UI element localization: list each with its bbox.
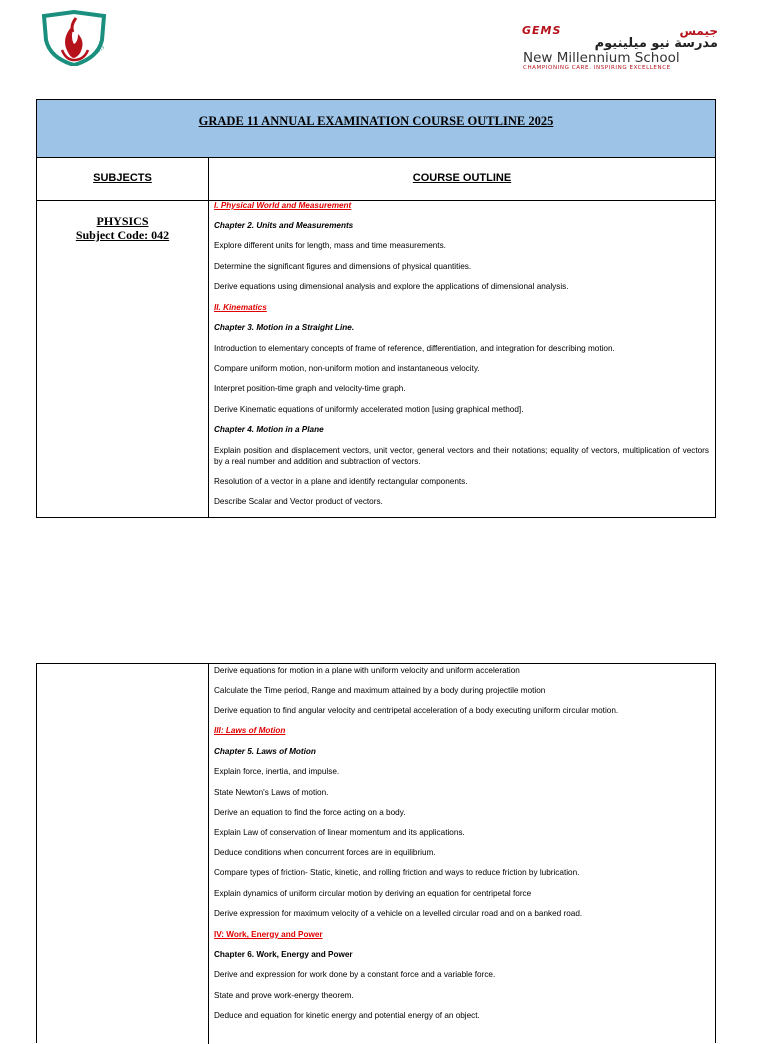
subject-name: PHYSICS [96,214,149,228]
column-header-row [37,158,715,201]
unit-heading: IV: Work, Energy and Power [214,930,323,939]
gems-school-logo [522,24,718,72]
outline-item: State Newton's Laws of motion. [214,788,329,797]
chapter-heading: Chapter 3. Motion in a Straight Line. [214,323,355,332]
outline-item: Describe Scalar and Vector product of vectors. [214,497,383,506]
outline-item: Derive and expression for work done by a constant force and a variable force. [214,970,496,979]
chapter-heading: Chapter 4. Motion in a Plane [214,425,324,434]
outline-item: Explore different units for length, mass and time measurements. [214,241,446,250]
outline-item: Explain Law of conservation of linear momentum and its applications. [214,828,465,837]
outline-item: Deduce conditions when concurrent forces are in equilibrium. [214,848,436,857]
outline-item: Explain position and displacement vectors, unit vector, general vectors and their notations; equality of vectors, multiplication of vectors by a real number and addition and subtraction of vectors. [214,446,709,466]
subject-code: Subject Code: 042 [75,228,170,242]
outline-item: Derive expression for maximum velocity of a vehicle on a levelled circular road and on a banked road. [214,909,583,918]
outline-item: Interpret position-time graph and velocity-time graph. [214,384,406,393]
outline-item: Derive equations for motion in a plane with uniform velocity and uniform acceleration [214,666,520,675]
school-crest-logo [40,10,108,66]
course-outline-table-page1 [36,99,716,518]
column-divider [208,664,209,1044]
outline-item: Compare types of friction- Static, kinetic, and rolling friction and ways to reduce friction by lubrication. [214,868,580,877]
outline-item: State and prove work-energy theorem. [214,991,354,1000]
column-divider [208,158,209,518]
school-name: New Millennium School [523,50,680,66]
outline-item: Resolution of a vector in a plane and identify rectangular components. [214,477,468,486]
subjects-column-header: SUBJECTS [93,172,152,184]
school-tagline: CHAMPIONING CARE. INSPIRING EXCELLENCE [523,65,671,71]
chapter-heading: Chapter 2. Units and Measurements [214,221,354,230]
unit-heading: II. Kinematics [214,303,267,312]
outline-item: Deduce and equation for kinetic energy and potential energy of an object. [214,1011,480,1020]
page-title: GRADE 11 ANNUAL EXAMINATION COURSE OUTLINE 2025 [198,114,554,128]
outline-item: Derive Kinematic equations of uniformly accelerated motion [using graphical method]. [214,405,524,414]
arabic-school-name: مدرسة نيو ميلينيوم [594,36,718,51]
arabic-brand: جيمس [679,24,718,38]
outline-item: Compare uniform motion, non-uniform motion and instantaneous velocity. [214,364,480,373]
title-row [37,100,715,158]
outline-item: Introduction to elementary concepts of frame of reference, differentiation, and integration for describing motion. [214,344,615,353]
outline-item: Derive an equation to find the force acting on a body. [214,808,406,817]
gems-brand: GEMS [522,24,562,37]
course-outline-column-header: COURSE OUTLINE [412,172,512,184]
outline-item: Derive equations using dimensional analysis and explore the applications of dimensional analysis. [214,282,569,291]
outline-item: Calculate the Time period, Range and maximum attained by a body during projectile motion [214,686,546,695]
outline-item: Derive equation to find angular velocity and centripetal acceleration of a body executing uniform circular motion. [214,706,619,715]
chapter-heading: Chapter 6. Work, Energy and Power [214,950,353,959]
unit-heading: I. Physical World and Measurement [214,201,352,210]
chapter-heading: Chapter 5. Laws of Motion [214,747,316,756]
unit-heading: III: Laws of Motion [214,726,286,735]
outline-item: Determine the significant figures and dimensions of physical quantities. [214,262,472,271]
crest-est-text: Est. 2013 [87,44,106,61]
course-outline-table-page2 [36,663,716,1043]
outline-item: Explain dynamics of uniform circular motion by deriving an equation for centripetal force [214,889,532,898]
crest-icon [40,10,108,66]
outline-item: Explain force, inertia, and impulse. [214,767,340,776]
subject-cell [37,214,208,242]
